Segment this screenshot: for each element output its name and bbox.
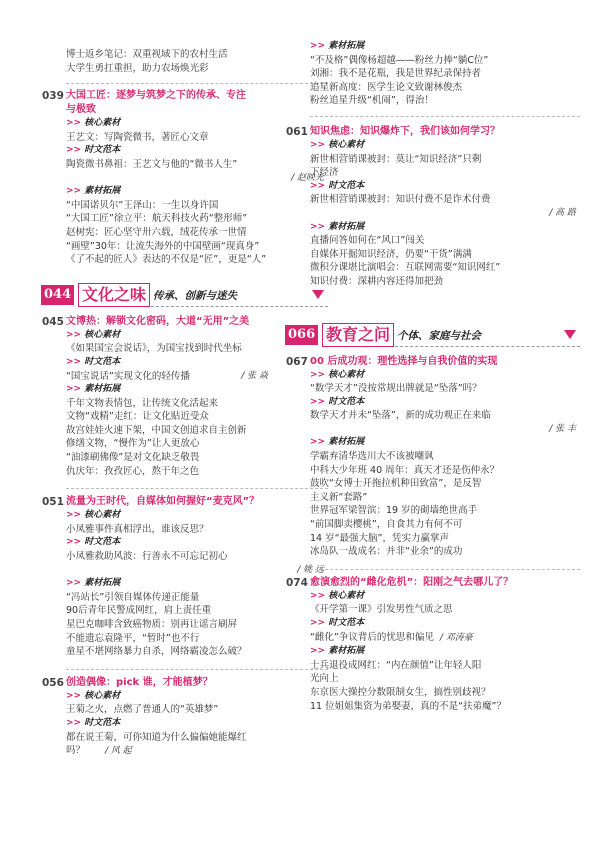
text-line: 直播问答如何在“风口”闯关 — [310, 235, 425, 247]
text-line: 新世相营销课被封：莫让“知识经济”只剩 — [310, 153, 482, 165]
banner-subtitle: 传承、创新与迷失 — [153, 289, 237, 302]
section-label: >> 素材拓展 — [66, 186, 121, 197]
text-line: 微积分课堪比演唱会：互联网需要“知识网红” — [310, 262, 501, 274]
entry-039 — [42, 89, 328, 267]
entry-title[interactable]: 创造偶像：pick 谁，才能植梦？ — [66, 676, 213, 688]
divider — [66, 488, 328, 489]
text-line: 《开学第一课》引发男性气质之思 — [310, 604, 453, 616]
section-label: >> 素材拓展 — [310, 646, 365, 657]
text-line: 追星新高度：医学生论文致谢林俊杰 — [310, 81, 463, 93]
text-line: “数学天才”没按常规出牌就是“坠落”吗？ — [310, 383, 482, 395]
text-line: 王艺文：写陶瓷微书，著匠心文章 — [66, 131, 209, 143]
entry-074 — [286, 576, 580, 713]
entry-title[interactable]: 大国工匠：逐梦与筑梦之下的传承、专注 — [66, 90, 246, 102]
section-label: >> 时文范本 — [66, 537, 121, 548]
section-label: >> 核心素材 — [66, 510, 121, 521]
page-number: 045 — [42, 315, 64, 328]
author: / 张 焱 — [241, 370, 268, 381]
page-number: 056 — [42, 676, 64, 689]
text-line: 陶瓷微书鼻祖：王艺文与他的“微书人生” — [66, 158, 238, 170]
text-line: “油漆刷佛像”是对文化缺乏敬畏 — [66, 452, 200, 464]
entry-title[interactable]: 流量为王时代，自媒体如何握好“麦克风”？ — [66, 496, 260, 508]
text-line: 《如果国宝会说话》，为国宝找到时代坐标 — [66, 343, 242, 355]
banner-subtitle: 个体、家庭与社会 — [397, 329, 481, 342]
text-line: “雌化”争议背后的忧思和偏见 / 邓涛豪 — [310, 631, 473, 643]
entry-title[interactable]: 知识焦虑：知识爆炸下，我们该如何学习？ — [310, 125, 500, 137]
text-line: 鼓吹“女博士开拖拉机种田致富”，是反智 — [310, 478, 482, 490]
entry-056 — [42, 676, 328, 759]
author: / 邓涛豪 — [439, 632, 473, 643]
section-label: >> 时文范本 — [66, 356, 121, 367]
text-line: 知识付费：深耕内容还得加把劲 — [310, 275, 444, 287]
section-label: >> 素材拓展 — [310, 437, 365, 448]
text-line: 仇庆年：孜孜匠心，熬干年之色 — [66, 465, 200, 477]
text-line: 中科大少年班 40 周年：真天才还是伤仲永？ — [310, 464, 500, 476]
section-label: >> 核心素材 — [66, 690, 121, 701]
text-line: 东京医大操控分数限制女生，搞性别歧视？ — [310, 686, 491, 698]
triangle-icon — [564, 330, 576, 339]
divider — [66, 83, 328, 84]
page-number: 051 — [42, 496, 64, 509]
text-line: 大学生勇扛重担，助力农场焕光彩 — [66, 62, 209, 74]
text-line: 小凤雅事件真相浮出，谁该反思？ — [66, 523, 209, 535]
text-line: 千年文物表情包，让传统文化活起来 — [66, 397, 219, 409]
divider — [310, 569, 580, 570]
text-line: 修缮文物，“慢作为”让人更放心 — [66, 438, 200, 450]
text-line: “大国工匠”徐立平：航天科技火药“整形师” — [66, 213, 248, 225]
text-line: 星巴克咖啡含致癌物质：别再让谣言刷屏 — [66, 619, 238, 630]
text-line: 王菊之火，点燃了普通人的“英雄梦” — [66, 704, 219, 716]
text-line: 11 位姐姐集资为弟娶妻，真的不是“扶弟魔”？ — [310, 700, 506, 712]
text-line: “中国诺贝尔”王泽山：一生以身许国 — [66, 199, 219, 211]
text-line: 不能遗忘袁隆平，“暂时”也不行 — [66, 632, 200, 644]
text-line: 冰岛队一战成名：并非“业余”的成功 — [310, 546, 463, 558]
text-line: “画壁”30年：让流失海外的中国壁画“现真身” — [66, 240, 260, 252]
text-line: 新世相营销课被封：知识付费不是诈术付费 — [310, 194, 491, 206]
banner-number: 066 — [285, 325, 318, 345]
text-line: “不及格”偶像杨超越——粉丝力捧“躺C位” — [310, 54, 489, 66]
text-line: 都在说王菊，可你知道为什么偏偏她能爆红 — [66, 731, 247, 743]
text-line: 小凤雅救助风波：行善永不可忘记初心 — [66, 551, 228, 563]
left-column — [42, 48, 328, 759]
text-line: 《了不起的匠人》表达的不仅是“匠”，更是“人” — [66, 254, 267, 266]
text-line: 主义新“套路” — [310, 491, 368, 503]
page-number: 074 — [286, 576, 308, 589]
section-label: >> 核心素材 — [66, 118, 121, 129]
section-label: >> 素材拓展 — [66, 384, 121, 395]
banner-rule — [151, 306, 328, 307]
text-line: 文物“戏精”走红：让文化贴近受众 — [66, 411, 209, 423]
text-line: 学霸弃清华选川大不该被嘲讽 — [310, 451, 434, 463]
divider — [66, 669, 328, 670]
section-label: >> 核心素材 — [310, 369, 365, 380]
text-line: “冯站长”引领自媒体传递正能量 — [66, 591, 200, 603]
section-label: >> 时文范本 — [310, 618, 365, 628]
section-label: >> 素材拓展 — [310, 221, 365, 232]
author: / 高 路 — [549, 207, 576, 218]
text-line: 自媒体开掘知识经济，仍要“干货”满满 — [310, 248, 472, 260]
section-label: >> 核心素材 — [310, 139, 365, 150]
section-label: >> 核心素材 — [66, 329, 121, 340]
text-line: 童星不堪网络暴力自杀，网络霸凌怎么破？ — [66, 646, 247, 658]
section-banner-066 — [285, 323, 580, 349]
entry-title[interactable]: 00 后成功观：理性选择与自我价值的实现 — [310, 355, 498, 367]
section-label: >> 时文范本 — [66, 145, 121, 156]
text-line: 粉丝追星升级“机闹”，得治！ — [310, 95, 434, 107]
section-label: >> 时文范本 — [310, 180, 365, 191]
section-label: >> 时文范本 — [66, 717, 121, 728]
text-line: “国宝说话”实现文化的轻传播 / 张 焱 — [66, 370, 328, 384]
text-line: 90后青年民警成网红，肩上责任重 — [66, 605, 212, 617]
page-number: 039 — [42, 90, 64, 103]
text-line: 世界冠军梁智滨：19 岁的砌墙绝世高手 — [310, 505, 478, 517]
banner-title: 文化之味 — [78, 283, 150, 307]
banner-rule — [395, 346, 580, 347]
text-line: 刘湘：我不是花瓶，我是世界纪录保持者 — [310, 68, 482, 80]
banner-title: 教育之问 — [322, 323, 394, 347]
section-label: >> 时文范本 — [310, 396, 365, 407]
text-line: 士兵退役成网红：“内在颜值”让年轻人阳 — [310, 659, 482, 671]
entry-title[interactable]: 愈演愈烈的“雌化危机”：阳刚之气去哪儿了？ — [310, 576, 514, 588]
author: / 风 起 — [105, 746, 132, 757]
section-label: >> 素材拓展 — [66, 578, 121, 589]
text-line: 光向上 — [310, 673, 339, 685]
section-banner-044 — [41, 283, 328, 309]
text-line: 吗？ / 风 起 — [66, 745, 132, 757]
text-line: 赵树宪：匠心坚守卅六载，绒花传承一世情 — [66, 226, 247, 238]
page-number: 061 — [286, 125, 308, 138]
entry-067 — [286, 355, 580, 559]
author: / 张 丰 — [549, 423, 576, 434]
text-line: 博士返乡笔记：双重视域下的农村生活 — [66, 49, 228, 60]
text-line: “前国脚卖樱桃”，自食其力有何不可 — [310, 519, 463, 531]
author: / 赵映光 — [291, 172, 324, 183]
text-line: 下经济 — [310, 167, 339, 179]
author: / 姚 远 — [297, 564, 324, 575]
section-label: >> 素材拓展 — [310, 41, 365, 51]
banner-number: 044 — [41, 285, 74, 305]
divider — [310, 116, 580, 117]
section-label: >> 核心素材 — [310, 590, 365, 601]
text-line: 数学天才并未“坠落”，新的成功观正在来临 — [310, 410, 491, 422]
text-line: 故宫娃娃火速下架，中国文创追求自主创新 — [66, 424, 247, 436]
text-line: 14 岁“最强大脑”，凭实力赢掌声 — [310, 532, 449, 544]
page-number: 067 — [286, 355, 308, 368]
entry-title[interactable]: 文博热：解锁文化密码，大道“无用”之美 — [66, 315, 250, 327]
entry-title[interactable]: 与极致 — [66, 104, 96, 116]
